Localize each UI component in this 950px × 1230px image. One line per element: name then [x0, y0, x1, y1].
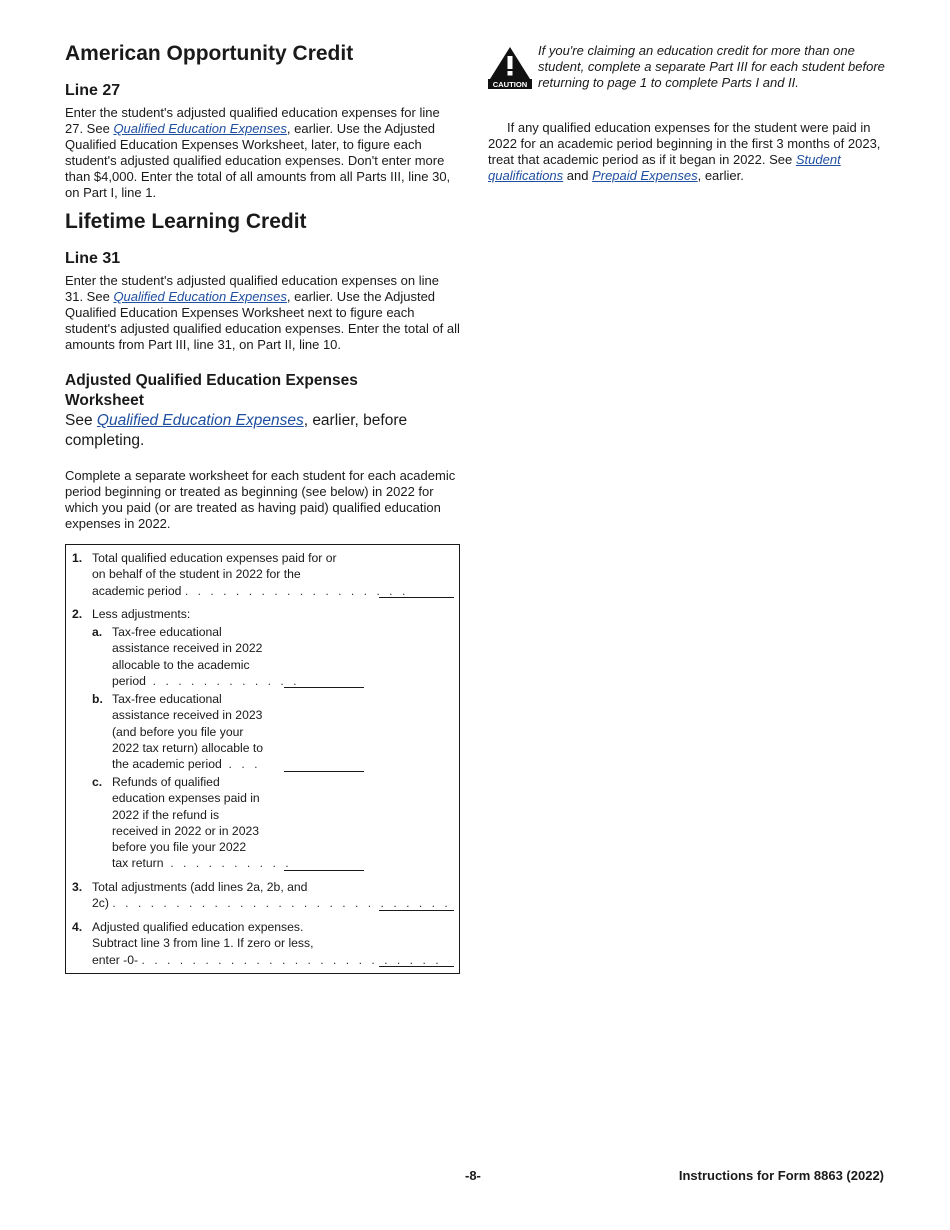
caution-note: If you're claiming an education credit for more than one student, complete a separate Part III for each student before returning to page 1 to complete Parts I and II.	[538, 43, 885, 90]
prepaid-text-a: If any qualified education expenses for the student were paid in 2022 for an academic period beginning in the first 3 months of 2023, treat that academic period as if it began in 2022. See	[488, 120, 881, 167]
caution-label: CAUTION	[492, 80, 528, 89]
line-1-text-1: Total qualified education expenses paid for or	[92, 551, 337, 565]
line-27-heading: Line 27	[65, 82, 121, 99]
line-2c-text-1: Refunds of qualified	[112, 775, 220, 789]
line-31-heading: Line 31	[65, 250, 121, 267]
line-3-answer-field[interactable]	[379, 910, 454, 911]
line-4-text	[92, 919, 442, 968]
line-27-paragraph	[65, 105, 460, 201]
llc-heading: Lifetime Learning Credit	[65, 210, 307, 233]
worksheet-heading-line1: Adjusted Qualified Education Expenses	[65, 372, 358, 389]
prepaid-expenses-link[interactable]: Prepaid Expenses	[592, 168, 698, 183]
line-2c-text-6: tax return	[112, 856, 164, 871]
qualified-education-expenses-link[interactable]: Qualified Education Expenses	[113, 121, 287, 136]
line-2c-text	[112, 774, 292, 872]
line-1-number: 1.	[72, 551, 83, 565]
line-3-text	[92, 879, 451, 912]
worksheet-box	[65, 544, 460, 974]
line-2a-text-2: assistance received in 2022	[112, 641, 263, 656]
line-2b-answer-field[interactable]	[284, 771, 364, 772]
line-31-paragraph	[65, 273, 460, 353]
line-3-text-2: 2c)	[92, 896, 109, 911]
ws-see-suffix: , earlier, before completing.	[65, 412, 408, 449]
caution-icon	[488, 45, 532, 89]
line-2-number: 2.	[72, 607, 83, 621]
line-2c-label: c.	[92, 775, 103, 789]
line-2a-label: a.	[92, 625, 103, 639]
line-2b-text-5: the academic period	[112, 757, 222, 772]
qualified-education-expenses-link-2[interactable]: Qualified Education Expenses	[113, 289, 287, 304]
line-2a-text-4: period	[112, 673, 146, 688]
prepaid-paragraph	[488, 120, 888, 184]
line-2c-text-3: 2022 if the refund is	[112, 807, 220, 822]
line-2b-label: b.	[92, 692, 103, 706]
line-31-text-b: , earlier. Use the Adjusted Qualified Education Expenses Worksheet next to figure each student's adjusted qualified education expenses. Enter the total of all amounts from Part III, line 31, on Part II, line 10.	[65, 289, 460, 352]
line-31-text-a: Enter the student's adjusted qualified education expenses on line 31. See	[65, 273, 439, 304]
line-1-text	[92, 550, 408, 599]
line-3-text-1: Total adjustments (add lines 2a, 2b, and	[92, 880, 308, 894]
line-2c-dots: . . . . . . . . . .	[170, 856, 292, 871]
worksheet-heading	[65, 371, 460, 411]
line-27-text-a: Enter the student's adjusted qualified education expenses for line 27. See	[65, 105, 440, 136]
worksheet-intro: Complete a separate worksheet for each student for each academic period beginning or treated as beginning (see below) in 2022 for which you paid (or are treated as having paid) qualified education expenses in 2022.	[65, 468, 456, 531]
prepaid-text-and: and	[563, 168, 593, 183]
line-3-dots: . . . . . . . . . . . . . . . . . . . . . . . . . . .	[112, 896, 451, 911]
line-2c-text-4: received in 2022 or in 2023	[112, 823, 260, 838]
line-4-text-3: enter -0-	[92, 952, 139, 967]
line-4-text-2: Subtract line 3 from line 1. If zero or less,	[92, 936, 314, 951]
line-2c-text-2: education expenses paid in	[112, 791, 260, 806]
line-4-number: 4.	[72, 920, 83, 934]
left-column	[65, 40, 460, 532]
qualified-education-expenses-link-3[interactable]: Qualified Education Expenses	[96, 412, 304, 429]
page-number: -8-	[465, 1168, 481, 1183]
worksheet-see-note	[65, 411, 460, 451]
line-2b-dots: . . .	[228, 757, 261, 772]
prepaid-text-end: , earlier.	[697, 168, 744, 183]
line-1-answer-field[interactable]	[379, 597, 454, 598]
form-title-footer: Instructions for Form 8863 (2022)	[678, 1168, 884, 1183]
line-4-dots: . . . . . . . . . . . . . . . . . . . . . . . .	[141, 952, 442, 967]
line-2c-text-5: before you file your 2022	[112, 840, 247, 855]
ws-see-prefix: See	[65, 412, 97, 429]
line-2a-text	[112, 624, 300, 689]
student-qualifications-link[interactable]: Student qualifications	[488, 152, 841, 183]
line-2b-text-4: 2022 tax return) allocable to	[112, 740, 264, 755]
line-1-text-3: academic period	[92, 583, 182, 598]
line-4-text-1: Adjusted qualified education expenses.	[92, 920, 304, 934]
line-2b-text	[112, 691, 263, 772]
line-2a-text-1: Tax-free educational	[112, 625, 222, 639]
line-3-number: 3.	[72, 880, 83, 894]
line-2a-text-3: allocable to the academic	[112, 657, 250, 672]
line-2-text: Less adjustments:	[92, 607, 191, 621]
line-2a-dots: . . . . . . . . . . . .	[152, 673, 300, 688]
line-27-text-b: , earlier. Use the Adjusted Qualified Education Expenses Worksheet, later, to figure each student's adjusted qualified education expenses. Don't enter more than $4,000. Enter the total of all amounts from all Parts III, line 30, on Part I, line 1.	[65, 121, 451, 200]
line-1-dots: . . . . . . . . . . . . . . . . . .	[184, 583, 409, 598]
line-2c-answer-field[interactable]	[284, 870, 364, 871]
aoc-heading: American Opportunity Credit	[65, 42, 354, 65]
line-2b-text-3: (and before you file your	[112, 724, 244, 739]
worksheet-heading-line2: Worksheet	[65, 392, 144, 409]
line-4-answer-field[interactable]	[379, 966, 454, 967]
line-2b-text-2: assistance received in 2023	[112, 708, 263, 723]
line-1-text-2: on behalf of the student in 2022 for the	[92, 567, 301, 582]
line-2b-text-1: Tax-free educational	[112, 692, 222, 706]
line-2a-answer-field[interactable]	[284, 687, 364, 688]
